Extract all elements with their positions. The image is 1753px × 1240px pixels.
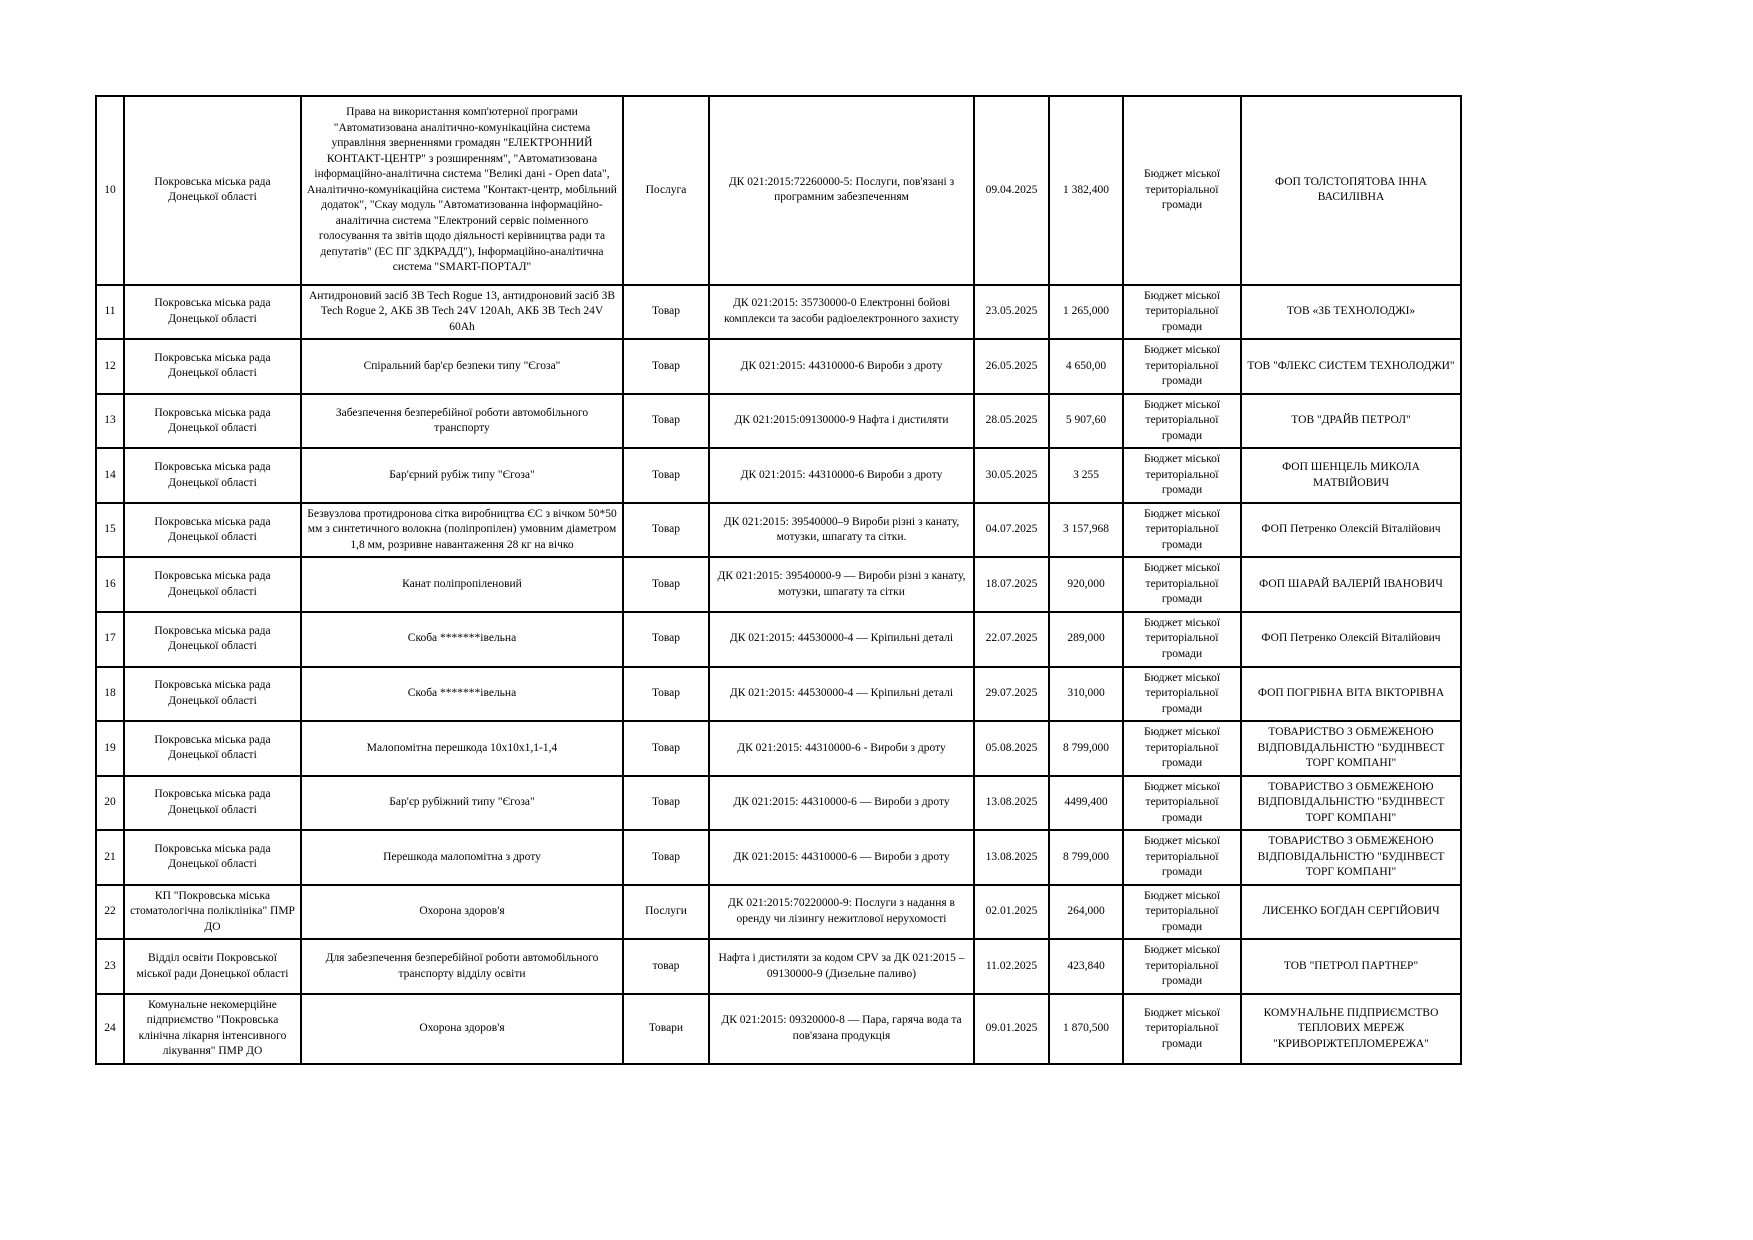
type-cell: Товар <box>623 339 709 394</box>
supplier-cell: ФОП ТОЛСТОПЯТОВА ІННА ВАСИЛІВНА <box>1241 96 1461 285</box>
cpv-code-cell: ДК 021:2015:72260000-5: Послуги, пов'язані з програмним забезпеченням <box>709 96 974 285</box>
type-cell: Товар <box>623 612 709 667</box>
subject-cell: Для забезпечення безперебійної роботи автомобільного транспорту відділу освіти <box>301 939 623 994</box>
supplier-cell: ТОВ "ПЕТРОЛ ПАРТНЕР" <box>1241 939 1461 994</box>
type-cell: Товар <box>623 721 709 776</box>
table-row <box>96 776 1461 831</box>
subject-cell: Скоба *******івельна <box>301 612 623 667</box>
row-number-cell: 21 <box>96 830 124 885</box>
type-cell: Товар <box>623 776 709 831</box>
type-cell: Товар <box>623 667 709 722</box>
table-row <box>96 830 1461 885</box>
organization-cell: КП "Покровська міська стоматологічна поліклініка" ПМР ДО <box>124 885 301 940</box>
organization-cell: Покровська міська рада Донецької області <box>124 96 301 285</box>
amount-cell: 3 255 <box>1049 448 1123 503</box>
amount-cell: 289,000 <box>1049 612 1123 667</box>
amount-cell: 5 907,60 <box>1049 394 1123 449</box>
date-cell: 13.08.2025 <box>974 830 1049 885</box>
amount-cell: 310,000 <box>1049 667 1123 722</box>
supplier-cell: ФОП ШЕНЦЕЛЬ МИКОЛА МАТВІЙОВИЧ <box>1241 448 1461 503</box>
date-cell: 09.04.2025 <box>974 96 1049 285</box>
organization-cell: Покровська міська рада Донецької області <box>124 776 301 831</box>
amount-cell: 4 650,00 <box>1049 339 1123 394</box>
procurement-table-body <box>96 96 1461 1064</box>
subject-cell: Перешкода малопомітна з дроту <box>301 830 623 885</box>
amount-cell: 1 382,400 <box>1049 96 1123 285</box>
cpv-code-cell: ДК 021:2015: 35730000-0 Електронні бойові комплекси та засоби радіоелектронного захисту <box>709 285 974 340</box>
row-number-cell: 13 <box>96 394 124 449</box>
type-cell: Товар <box>623 448 709 503</box>
row-number-cell: 10 <box>96 96 124 285</box>
cpv-code-cell: ДК 021:2015: 44530000-4 — Кріпильні деталі <box>709 612 974 667</box>
subject-cell: Охорона здоров'я <box>301 994 623 1064</box>
table-row <box>96 503 1461 558</box>
organization-cell: Покровська міська рада Донецької області <box>124 557 301 612</box>
budget-cell: Бюджет міської територіальної громади <box>1123 448 1241 503</box>
table-row <box>96 721 1461 776</box>
organization-cell: Відділ освіти Покровської міської ради Донецької області <box>124 939 301 994</box>
budget-cell: Бюджет міської територіальної громади <box>1123 830 1241 885</box>
date-cell: 09.01.2025 <box>974 994 1049 1064</box>
supplier-cell: ФОП Петренко Олексій Віталійович <box>1241 503 1461 558</box>
supplier-cell: ТОВАРИСТВО З ОБМЕЖЕНОЮ ВІДПОВІДАЛЬНІСТЮ "БУДІНВЕСТ ТОРГ КОМПАНІ" <box>1241 721 1461 776</box>
type-cell: Товар <box>623 557 709 612</box>
budget-cell: Бюджет міської територіальної громади <box>1123 939 1241 994</box>
organization-cell: Покровська міська рада Донецької області <box>124 394 301 449</box>
date-cell: 04.07.2025 <box>974 503 1049 558</box>
amount-cell: 4499,400 <box>1049 776 1123 831</box>
subject-cell: Малопомітна перешкода 10х10х1,1-1,4 <box>301 721 623 776</box>
amount-cell: 8 799,000 <box>1049 721 1123 776</box>
row-number-cell: 23 <box>96 939 124 994</box>
cpv-code-cell: ДК 021:2015: 09320000-8 — Пара, гаряча вода та пов'язана продукція <box>709 994 974 1064</box>
budget-cell: Бюджет міської територіальної громади <box>1123 612 1241 667</box>
subject-cell: Спіральний бар'єр безпеки типу "Єгоза" <box>301 339 623 394</box>
table-row <box>96 557 1461 612</box>
budget-cell: Бюджет міської територіальної громади <box>1123 776 1241 831</box>
supplier-cell: ТОВ "ФЛЕКС СИСТЕМ ТЕХНОЛОДЖИ" <box>1241 339 1461 394</box>
subject-cell: Безвузлова протидронова сітка виробництва ЄС з вічком 50*50 мм з синтетичного волокна (поліпропілен) умовним діаметром 1,8 мм, розривне навантаження 28 кг на вічко <box>301 503 623 558</box>
date-cell: 26.05.2025 <box>974 339 1049 394</box>
budget-cell: Бюджет міської територіальної громади <box>1123 667 1241 722</box>
subject-cell: Права на використання комп'ютерної програми "Автоматизована аналітично-комунікаційна система управління зверненнями громадян "ЕЛЕКТРОННИЙ КОНТАКТ-ЦЕНТР" з розширенням", "Автоматизована інформаційно-аналітична система "Великі дані - Open data", Аналітично-комунікаційна система "Контакт-центр, мобільний додаток", "Скау модуль "Автоматизованна інформаційно-аналітична система "Електроний сервіс поіменного голосування та звітів щодо діяльності керівництва ради та депутатів" (ЕС ПГ ЗДКРАДД"), Інформаційно-аналітична система "SMART-ПОРТАЛ" <box>301 96 623 285</box>
budget-cell: Бюджет міської територіальної громади <box>1123 994 1241 1064</box>
supplier-cell: КОМУНАЛЬНЕ ПІДПРИЄМСТВО ТЕПЛОВИХ МЕРЕЖ "КРИВОРІЖТЕПЛОМЕРЕЖА" <box>1241 994 1461 1064</box>
date-cell: 23.05.2025 <box>974 285 1049 340</box>
date-cell: 02.01.2025 <box>974 885 1049 940</box>
date-cell: 18.07.2025 <box>974 557 1049 612</box>
table-row <box>96 448 1461 503</box>
date-cell: 11.02.2025 <box>974 939 1049 994</box>
type-cell: Товар <box>623 830 709 885</box>
budget-cell: Бюджет міської територіальної громади <box>1123 721 1241 776</box>
organization-cell: Комунальне некомерційне підприємство "Покровська клінічна лікарня інтенсивного лікування" ПМР ДО <box>124 994 301 1064</box>
type-cell: Товари <box>623 994 709 1064</box>
supplier-cell: ТОВ "ДРАЙВ ПЕТРОЛ" <box>1241 394 1461 449</box>
date-cell: 22.07.2025 <box>974 612 1049 667</box>
cpv-code-cell: Нафта і дистиляти за кодом CPV за ДК 021:2015 – 09130000-9 (Дизельне паливо) <box>709 939 974 994</box>
amount-cell: 8 799,000 <box>1049 830 1123 885</box>
row-number-cell: 17 <box>96 612 124 667</box>
cpv-code-cell: ДК 021:2015: 44310000-6 Вироби з дроту <box>709 448 974 503</box>
table-row <box>96 939 1461 994</box>
supplier-cell: ТОВ «ЗБ ТЕХНОЛОДЖІ» <box>1241 285 1461 340</box>
organization-cell: Покровська міська рада Донецької області <box>124 667 301 722</box>
table-row <box>96 339 1461 394</box>
table-row <box>96 994 1461 1064</box>
cpv-code-cell: ДК 021:2015: 39540000–9 Вироби різні з канату, мотузки, шпагату та сітки. <box>709 503 974 558</box>
date-cell: 30.05.2025 <box>974 448 1049 503</box>
cpv-code-cell: ДК 021:2015: 44310000-6 — Вироби з дроту <box>709 776 974 831</box>
organization-cell: Покровська міська рада Донецької області <box>124 612 301 667</box>
organization-cell: Покровська міська рада Донецької області <box>124 285 301 340</box>
type-cell: товар <box>623 939 709 994</box>
organization-cell: Покровська міська рада Донецької області <box>124 448 301 503</box>
budget-cell: Бюджет міської територіальної громади <box>1123 285 1241 340</box>
subject-cell: Охорона здоров'я <box>301 885 623 940</box>
cpv-code-cell: ДК 021:2015: 44530000-4 — Кріпильні деталі <box>709 667 974 722</box>
organization-cell: Покровська міська рада Донецької області <box>124 339 301 394</box>
cpv-code-cell: ДК 021:2015:09130000-9 Нафта і дистиляти <box>709 394 974 449</box>
cpv-code-cell: ДК 021:2015: 44310000-6 — Вироби з дроту <box>709 830 974 885</box>
budget-cell: Бюджет міської територіальної громади <box>1123 885 1241 940</box>
row-number-cell: 11 <box>96 285 124 340</box>
budget-cell: Бюджет міської територіальної громади <box>1123 557 1241 612</box>
subject-cell: Бар'єр рубіжний типу "Єгоза" <box>301 776 623 831</box>
amount-cell: 423,840 <box>1049 939 1123 994</box>
subject-cell: Антидроновий засіб ЗВ Tech Rogue 13, антидроновий засіб ЗВ Tech Rogue 2, АКБ ЗВ Tech 24V 120Ah, АКБ ЗВ Tech 24V 60Ah <box>301 285 623 340</box>
amount-cell: 1 870,500 <box>1049 994 1123 1064</box>
table-row <box>96 285 1461 340</box>
row-number-cell: 19 <box>96 721 124 776</box>
row-number-cell: 16 <box>96 557 124 612</box>
subject-cell: Бар'єрний рубіж типу "Єгоза" <box>301 448 623 503</box>
supplier-cell: ТОВАРИСТВО З ОБМЕЖЕНОЮ ВІДПОВІДАЛЬНІСТЮ "БУДІНВЕСТ ТОРГ КОМПАНІ" <box>1241 776 1461 831</box>
cpv-code-cell: ДК 021:2015: 39540000-9 — Вироби різні з канату, мотузки, шпагату та сітки <box>709 557 974 612</box>
amount-cell: 920,000 <box>1049 557 1123 612</box>
supplier-cell: ЛИСЕНКО БОГДАН СЕРГІЙОВИЧ <box>1241 885 1461 940</box>
budget-cell: Бюджет міської територіальної громади <box>1123 394 1241 449</box>
supplier-cell: ТОВАРИСТВО З ОБМЕЖЕНОЮ ВІДПОВІДАЛЬНІСТЮ "БУДІНВЕСТ ТОРГ КОМПАНІ" <box>1241 830 1461 885</box>
organization-cell: Покровська міська рада Донецької області <box>124 830 301 885</box>
date-cell: 28.05.2025 <box>974 394 1049 449</box>
row-number-cell: 18 <box>96 667 124 722</box>
amount-cell: 264,000 <box>1049 885 1123 940</box>
table-row <box>96 394 1461 449</box>
budget-cell: Бюджет міської територіальної громади <box>1123 339 1241 394</box>
table-row <box>96 96 1461 285</box>
type-cell: Послуга <box>623 96 709 285</box>
row-number-cell: 12 <box>96 339 124 394</box>
table-row <box>96 612 1461 667</box>
cpv-code-cell: ДК 021:2015: 44310000-6 - Вироби з дроту <box>709 721 974 776</box>
subject-cell: Канат поліпропіленовий <box>301 557 623 612</box>
type-cell: Товар <box>623 285 709 340</box>
amount-cell: 3 157,968 <box>1049 503 1123 558</box>
cpv-code-cell: ДК 021:2015: 44310000-6 Вироби з дроту <box>709 339 974 394</box>
subject-cell: Скоба *******івельна <box>301 667 623 722</box>
supplier-cell: ФОП ПОГРІБНА ВІТА ВІКТОРІВНА <box>1241 667 1461 722</box>
date-cell: 05.08.2025 <box>974 721 1049 776</box>
date-cell: 13.08.2025 <box>974 776 1049 831</box>
organization-cell: Покровська міська рада Донецької області <box>124 721 301 776</box>
date-cell: 29.07.2025 <box>974 667 1049 722</box>
organization-cell: Покровська міська рада Донецької області <box>124 503 301 558</box>
supplier-cell: ФОП Петренко Олексій Віталійович <box>1241 612 1461 667</box>
table-row <box>96 885 1461 940</box>
cpv-code-cell: ДК 021:2015:70220000-9: Послуги з надання в оренду чи лізингу нежитлової нерухомості <box>709 885 974 940</box>
supplier-cell: ФОП ШАРАЙ ВАЛЕРІЙ ІВАНОВИЧ <box>1241 557 1461 612</box>
type-cell: Товар <box>623 394 709 449</box>
type-cell: Товар <box>623 503 709 558</box>
row-number-cell: 14 <box>96 448 124 503</box>
row-number-cell: 24 <box>96 994 124 1064</box>
subject-cell: Забезпечення безперебійної роботи автомобільного транспорту <box>301 394 623 449</box>
budget-cell: Бюджет міської територіальної громади <box>1123 503 1241 558</box>
amount-cell: 1 265,000 <box>1049 285 1123 340</box>
type-cell: Послуги <box>623 885 709 940</box>
row-number-cell: 22 <box>96 885 124 940</box>
budget-cell: Бюджет міської територіальної громади <box>1123 96 1241 285</box>
row-number-cell: 15 <box>96 503 124 558</box>
table-row <box>96 667 1461 722</box>
row-number-cell: 20 <box>96 776 124 831</box>
procurement-table <box>95 95 1462 1065</box>
